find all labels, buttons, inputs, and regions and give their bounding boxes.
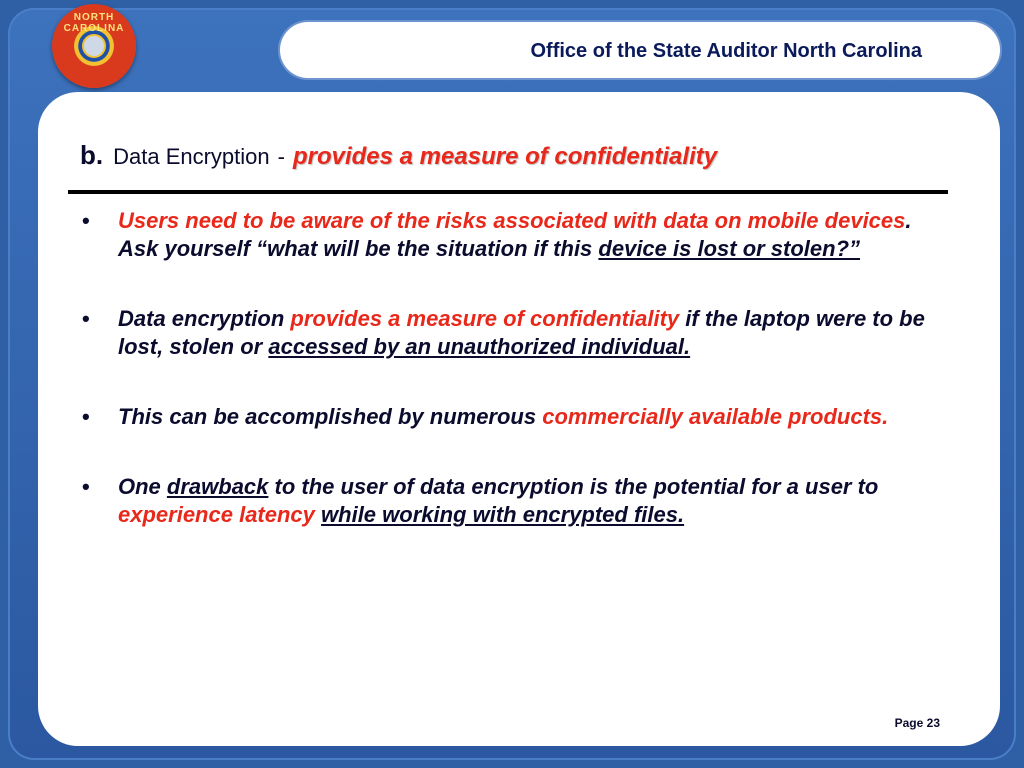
bullet-item (76, 403, 946, 431)
bullet-text-part: if the laptop were to be lost, stolen or (118, 306, 925, 359)
title-divider (68, 190, 948, 194)
bullet-item (76, 473, 946, 529)
bullet-text-part: provides a measure of confidentiality (290, 306, 680, 331)
seal-icon (82, 34, 106, 58)
state-auditor-logo (52, 4, 136, 88)
slide-title (80, 140, 717, 171)
bullet-item (76, 305, 946, 361)
bullet-text-part: commercially available products. (542, 404, 889, 429)
title-emphasis: provides a measure of confidentiality (292, 143, 718, 170)
bullet-text-part: accessed by an unauthorized individual. (268, 334, 691, 359)
page-number: Page 23 (894, 716, 940, 730)
title-letter: b. (80, 140, 104, 170)
bullet-text-part: while working with encrypted files. (321, 502, 685, 527)
bullet-list (76, 207, 946, 571)
bullet-text-part: One (118, 474, 167, 499)
bullet-item (76, 207, 946, 263)
bullet-text-part: . Ask yourself “what will be the situation if this (118, 208, 912, 261)
bullet-text-part: experience latency (118, 502, 315, 527)
title-dash: - (277, 144, 285, 169)
bullet-text-part: device is lost or stolen?” (598, 236, 861, 261)
bullet-text-part: Data encryption (118, 306, 291, 331)
bullet-text-part: Users need to be aware of the risks associated with data on mobile devices (118, 208, 906, 233)
bullet-text-part: drawback (166, 474, 269, 499)
title-main: Data Encryption (113, 144, 270, 169)
header-title: Office of the State Auditor North Carolina (530, 40, 922, 62)
bullet-text-part: to the user of data encryption is the potential for a user to (268, 474, 879, 499)
bullet-text-part: This can be accomplished by numerous (118, 404, 543, 429)
logo-text: NORTH CAROLINA (63, 12, 125, 34)
